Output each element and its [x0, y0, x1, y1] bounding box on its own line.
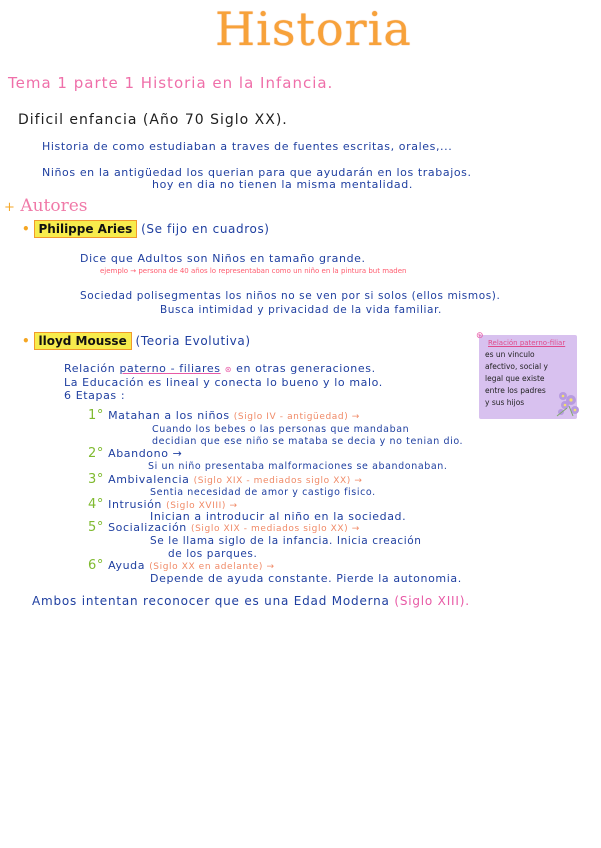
author2-note: (Teoria Evolutiva): [135, 334, 251, 348]
author2-line1-a: Relación: [64, 362, 116, 375]
etapa-number: 2°: [88, 446, 104, 461]
author1-name: Philippe Aries: [34, 220, 138, 238]
autores-label: Autores: [20, 196, 88, 216]
author1-example: ejemplo → persona de 40 años lo representaban como un niño en la pintura but maden: [100, 267, 407, 275]
bullet-icon: •: [22, 334, 30, 348]
etapa-name: Ambivalencia: [108, 473, 190, 486]
etapa-name: Abandono →: [108, 447, 183, 460]
author1-line1: Dice que Adultos son Niños en tamaño grande.: [80, 252, 366, 265]
side-note-line: afectivo, social y: [485, 362, 548, 371]
etapa-4-desc-1: Inician a introducir al niño en la sociedad.: [150, 510, 407, 523]
side-note-line: legal que existe: [485, 374, 545, 383]
etapa-1-desc-1: Cuando los bebes o las personas que mandaban: [152, 424, 410, 435]
etapa-5-desc-1: Se le llama siglo de la infancia. Inicia creación: [150, 535, 422, 547]
etapa-name: Socialización: [108, 521, 187, 534]
etapa-tag: (Siglo XX en adelante) →: [149, 562, 275, 572]
author2-line2: La Educación es lineal y conecta lo bueno y lo malo.: [64, 376, 383, 389]
side-note-star-icon: ⊛: [476, 331, 484, 341]
etapa-3-desc-1: Sentia necesidad de amor y castigo fisico.: [150, 487, 376, 498]
conclusion-text: Ambos intentan reconocer que es una Edad Moderna: [32, 594, 390, 608]
autores-heading: [4, 196, 88, 216]
side-note-title: Relación paterno-filiar: [488, 339, 566, 347]
etapa-tag: (Siglo XIX - mediados siglo XX) →: [193, 476, 363, 486]
etapa-2: [88, 446, 182, 461]
author1-note: (Se fijo en cuadros): [141, 222, 270, 236]
author2-line1-c: en otras generaciones.: [236, 362, 376, 375]
bullet-icon: •: [22, 222, 30, 236]
etapa-number: 6°: [88, 558, 104, 573]
etapa-1-desc-2: decidian que ese niño se mataba se decia y no tenian dio.: [152, 436, 464, 447]
side-note-line: entre los padres: [485, 386, 546, 395]
etapa-number: 3°: [88, 472, 104, 487]
tema-heading: Tema 1 parte 1 Historia en la Infancia.: [8, 74, 334, 92]
intro-line-1: Historia de como estudiaban a traves de fuentes escritas, orales,...: [42, 140, 453, 153]
author2-line1: [64, 362, 376, 375]
conclusion-tag: (Siglo XIII).: [394, 594, 470, 608]
etapa-tag: (Siglo IV - antigüedad) →: [233, 412, 360, 422]
page-title: Historia: [215, 2, 412, 56]
author1-line3: Busca intimidad y privacidad de la vida familiar.: [160, 304, 442, 316]
side-note-line: es un vinculo: [485, 350, 535, 359]
intro-line-2: Niños en la antigüedad los querian para que ayudarán en los trabajos.: [42, 166, 472, 179]
author2-row: [22, 334, 251, 348]
etapa-5-desc-2: de los parques.: [168, 548, 258, 560]
author2-name: lloyd Mousse: [34, 332, 132, 350]
etapa-name: Matahan a los niños: [108, 409, 230, 422]
plus-icon: +: [4, 200, 15, 215]
etapa-number: 4°: [88, 497, 104, 512]
etapa-tag: (Siglo XIX - mediados siglo XX) →: [191, 524, 360, 534]
etapa-6-desc-1: Depende de ayuda constante. Pierde la autonomia.: [150, 572, 462, 585]
etapa-number: 5°: [88, 520, 104, 535]
intro-line-3: hoy en dia no tienen la misma mentalidad.: [152, 178, 413, 191]
author1-line2: Sociedad polisegmentas los niños no se ven por si solos (ellos mismos).: [80, 290, 501, 302]
dificil-heading: Dificil enfancia (Año 70 Siglo XX).: [18, 112, 288, 128]
etapa-number: 1°: [88, 408, 104, 423]
etapa-1: [88, 408, 360, 423]
side-note-line: y sus hijos: [485, 398, 525, 407]
star-icon: ⊛: [224, 365, 233, 374]
etapa-name: Intrusión: [108, 498, 163, 511]
author2-line1-highlight: paterno - filiares: [119, 362, 221, 375]
author1-row: [22, 222, 270, 236]
etapa-tag: (Siglo XVIII) →: [166, 501, 238, 511]
flower-icon: [553, 388, 583, 418]
etapa-name: Ayuda: [108, 559, 146, 572]
etapa-3: [88, 472, 362, 487]
author2-line3: 6 Etapas :: [64, 389, 126, 402]
etapa-5: [88, 520, 360, 535]
conclusion: [32, 594, 470, 608]
etapa-6: [88, 558, 275, 573]
etapa-2-desc-1: Si un niño presentaba malformaciones se abandonaban.: [148, 461, 448, 472]
